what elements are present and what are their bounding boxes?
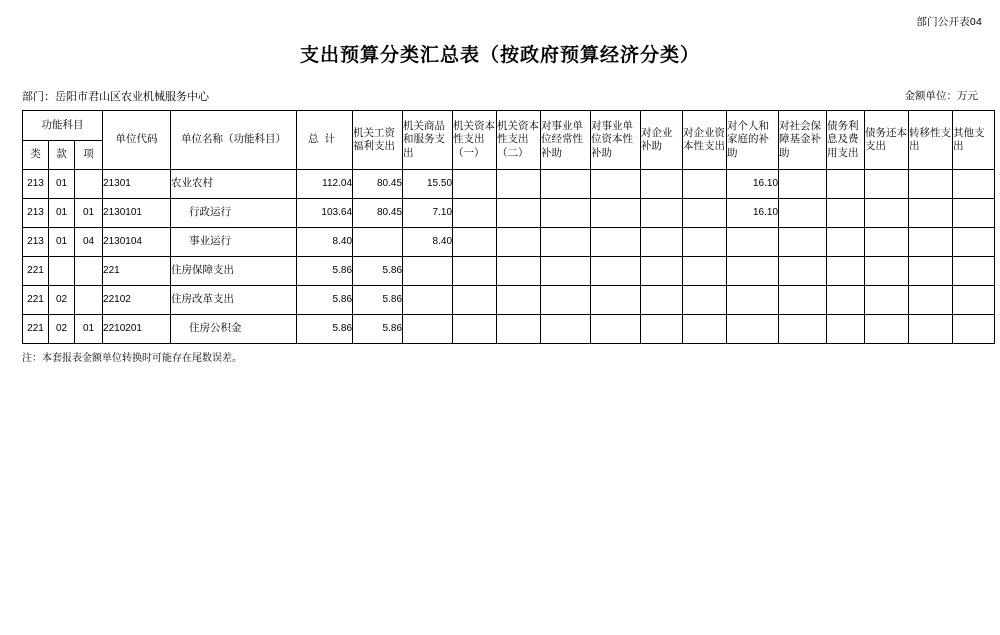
cell-value-14 <box>953 257 995 286</box>
cell-value-8 <box>683 257 727 286</box>
header-kuan: 款 <box>49 140 75 170</box>
table-head <box>23 111 995 170</box>
cell-value-11 <box>827 257 865 286</box>
cell-value-5 <box>541 228 591 257</box>
cell-unit-code: 221 <box>103 257 171 286</box>
cell-value-6 <box>591 170 641 199</box>
cell-unit-name: 住房改革支出 <box>171 286 297 315</box>
cell-value-1: 5.86 <box>353 315 403 344</box>
cell-value-14 <box>953 315 995 344</box>
cell-value-13 <box>909 170 953 199</box>
cell-xiang <box>75 257 103 286</box>
cell-value-7 <box>641 286 683 315</box>
cell-unit-code: 22102 <box>103 286 171 315</box>
table-row <box>23 170 995 199</box>
table-row <box>23 199 995 228</box>
cell-value-4 <box>497 257 541 286</box>
cell-value-6 <box>591 228 641 257</box>
header-col-7: 对企业补助 <box>641 111 683 170</box>
cell-value-13 <box>909 199 953 228</box>
cell-value-1: 80.45 <box>353 199 403 228</box>
cell-value-10 <box>779 257 827 286</box>
cell-unit-name: 农业农村 <box>171 170 297 199</box>
cell-value-5 <box>541 257 591 286</box>
cell-lei: 213 <box>23 170 49 199</box>
cell-value-13 <box>909 315 953 344</box>
cell-value-5 <box>541 170 591 199</box>
cell-value-3 <box>453 228 497 257</box>
table-note: 注：本套报表金额单位转换时可能存在尾数误差。 <box>22 353 242 364</box>
cell-xiang: 04 <box>75 228 103 257</box>
cell-value-4 <box>497 170 541 199</box>
cell-kuan <box>49 257 75 286</box>
cell-total: 112.04 <box>297 170 353 199</box>
cell-kuan: 01 <box>49 199 75 228</box>
table-body <box>23 170 995 344</box>
cell-unit-code: 21301 <box>103 170 171 199</box>
header-unit-name: 单位名称（功能科目） <box>171 111 297 170</box>
cell-value-7 <box>641 257 683 286</box>
cell-value-6 <box>591 286 641 315</box>
cell-value-11 <box>827 228 865 257</box>
header-col-4: 机关资本性支出（二） <box>497 111 541 170</box>
page-title: 支出预算分类汇总表（按政府预算经济分类） <box>299 45 700 66</box>
cell-value-3 <box>453 199 497 228</box>
cell-lei: 213 <box>23 228 49 257</box>
cell-value-14 <box>953 228 995 257</box>
cell-value-14 <box>953 286 995 315</box>
cell-value-7 <box>641 315 683 344</box>
table-row <box>23 257 995 286</box>
cell-total: 5.86 <box>297 257 353 286</box>
cell-kuan: 01 <box>49 228 75 257</box>
table-row <box>23 315 995 344</box>
cell-value-10 <box>779 170 827 199</box>
cell-value-14 <box>953 170 995 199</box>
cell-value-1 <box>353 228 403 257</box>
cell-value-8 <box>683 170 727 199</box>
cell-value-7 <box>641 170 683 199</box>
cell-xiang <box>75 286 103 315</box>
cell-kuan: 01 <box>49 170 75 199</box>
cell-value-14 <box>953 199 995 228</box>
header-col-14: 其他支出 <box>953 111 995 170</box>
cell-value-9 <box>727 257 779 286</box>
cell-value-2: 8.40 <box>403 228 453 257</box>
cell-value-2: 7.10 <box>403 199 453 228</box>
header-xiang: 项 <box>75 140 103 170</box>
header-col-13: 转移性支出 <box>909 111 953 170</box>
cell-total: 5.86 <box>297 315 353 344</box>
cell-value-3 <box>453 170 497 199</box>
department-label: 部门：岳阳市君山区农业机械服务中心 <box>22 91 209 103</box>
header-col-1: 机关工资福利支出 <box>353 111 403 170</box>
cell-value-5 <box>541 315 591 344</box>
cell-value-9 <box>727 286 779 315</box>
cell-value-11 <box>827 170 865 199</box>
meta-row <box>22 88 978 104</box>
cell-unit-code: 2130101 <box>103 199 171 228</box>
cell-value-4 <box>497 286 541 315</box>
cell-value-6 <box>591 199 641 228</box>
header-col-3: 机关资本性支出（一） <box>453 111 497 170</box>
cell-value-9 <box>727 315 779 344</box>
cell-value-1: 80.45 <box>353 170 403 199</box>
cell-value-11 <box>827 315 865 344</box>
cell-value-2 <box>403 257 453 286</box>
header-unit-code: 单位代码 <box>103 111 171 170</box>
amount-unit-label: 金额单位：万元 <box>904 90 978 102</box>
cell-value-1: 5.86 <box>353 286 403 315</box>
cell-value-11 <box>827 199 865 228</box>
cell-value-2 <box>403 286 453 315</box>
header-total: 总计 <box>297 111 353 170</box>
cell-value-10 <box>779 199 827 228</box>
cell-unit-name: 行政运行 <box>171 199 297 228</box>
cell-lei: 213 <box>23 199 49 228</box>
header-function-group: 功能科目 <box>23 111 103 141</box>
cell-value-6 <box>591 257 641 286</box>
cell-value-3 <box>453 286 497 315</box>
budget-table <box>22 110 995 344</box>
header-col-6: 对事业单位资本性补助 <box>591 111 641 170</box>
header-col-12: 债务还本支出 <box>865 111 909 170</box>
cell-value-10 <box>779 315 827 344</box>
cell-lei: 221 <box>23 286 49 315</box>
cell-value-8 <box>683 315 727 344</box>
cell-value-8 <box>683 199 727 228</box>
cell-unit-code: 2130104 <box>103 228 171 257</box>
cell-value-10 <box>779 286 827 315</box>
cell-unit-code: 2210201 <box>103 315 171 344</box>
cell-value-3 <box>453 315 497 344</box>
cell-kuan: 02 <box>49 286 75 315</box>
cell-value-9 <box>727 228 779 257</box>
cell-value-13 <box>909 228 953 257</box>
form-code: 部门公开表04 <box>916 16 982 28</box>
cell-value-4 <box>497 315 541 344</box>
cell-value-7 <box>641 199 683 228</box>
cell-value-12 <box>865 315 909 344</box>
cell-value-12 <box>865 228 909 257</box>
cell-value-5 <box>541 286 591 315</box>
cell-value-5 <box>541 199 591 228</box>
cell-unit-name: 住房公积金 <box>171 315 297 344</box>
cell-total: 5.86 <box>297 286 353 315</box>
cell-total: 103.64 <box>297 199 353 228</box>
cell-value-10 <box>779 228 827 257</box>
cell-value-12 <box>865 257 909 286</box>
cell-kuan: 02 <box>49 315 75 344</box>
cell-value-12 <box>865 199 909 228</box>
cell-value-2 <box>403 315 453 344</box>
header-col-10: 对社会保障基金补助 <box>779 111 827 170</box>
header-col-11: 债务利息及费用支出 <box>827 111 865 170</box>
cell-xiang: 01 <box>75 315 103 344</box>
cell-value-1: 5.86 <box>353 257 403 286</box>
cell-value-9: 16.10 <box>727 199 779 228</box>
header-col-9: 对个人和家庭的补助 <box>727 111 779 170</box>
cell-value-6 <box>591 315 641 344</box>
header-col-2: 机关商品和服务支出 <box>403 111 453 170</box>
cell-unit-name: 事业运行 <box>171 228 297 257</box>
cell-value-13 <box>909 257 953 286</box>
cell-value-4 <box>497 228 541 257</box>
table-row <box>23 228 995 257</box>
header-row-1 <box>23 111 995 141</box>
header-col-8: 对企业资本性支出 <box>683 111 727 170</box>
cell-unit-name: 住房保障支出 <box>171 257 297 286</box>
cell-value-4 <box>497 199 541 228</box>
header-col-5: 对事业单位经常性补助 <box>541 111 591 170</box>
cell-value-12 <box>865 286 909 315</box>
cell-value-7 <box>641 228 683 257</box>
cell-value-9: 16.10 <box>727 170 779 199</box>
cell-value-11 <box>827 286 865 315</box>
header-lei: 类 <box>23 140 49 170</box>
cell-xiang <box>75 170 103 199</box>
cell-lei: 221 <box>23 315 49 344</box>
cell-value-2: 15.50 <box>403 170 453 199</box>
cell-value-13 <box>909 286 953 315</box>
cell-value-12 <box>865 170 909 199</box>
table-row <box>23 286 995 315</box>
cell-value-3 <box>453 257 497 286</box>
cell-total: 8.40 <box>297 228 353 257</box>
cell-value-8 <box>683 228 727 257</box>
cell-value-8 <box>683 286 727 315</box>
cell-lei: 221 <box>23 257 49 286</box>
cell-xiang: 01 <box>75 199 103 228</box>
